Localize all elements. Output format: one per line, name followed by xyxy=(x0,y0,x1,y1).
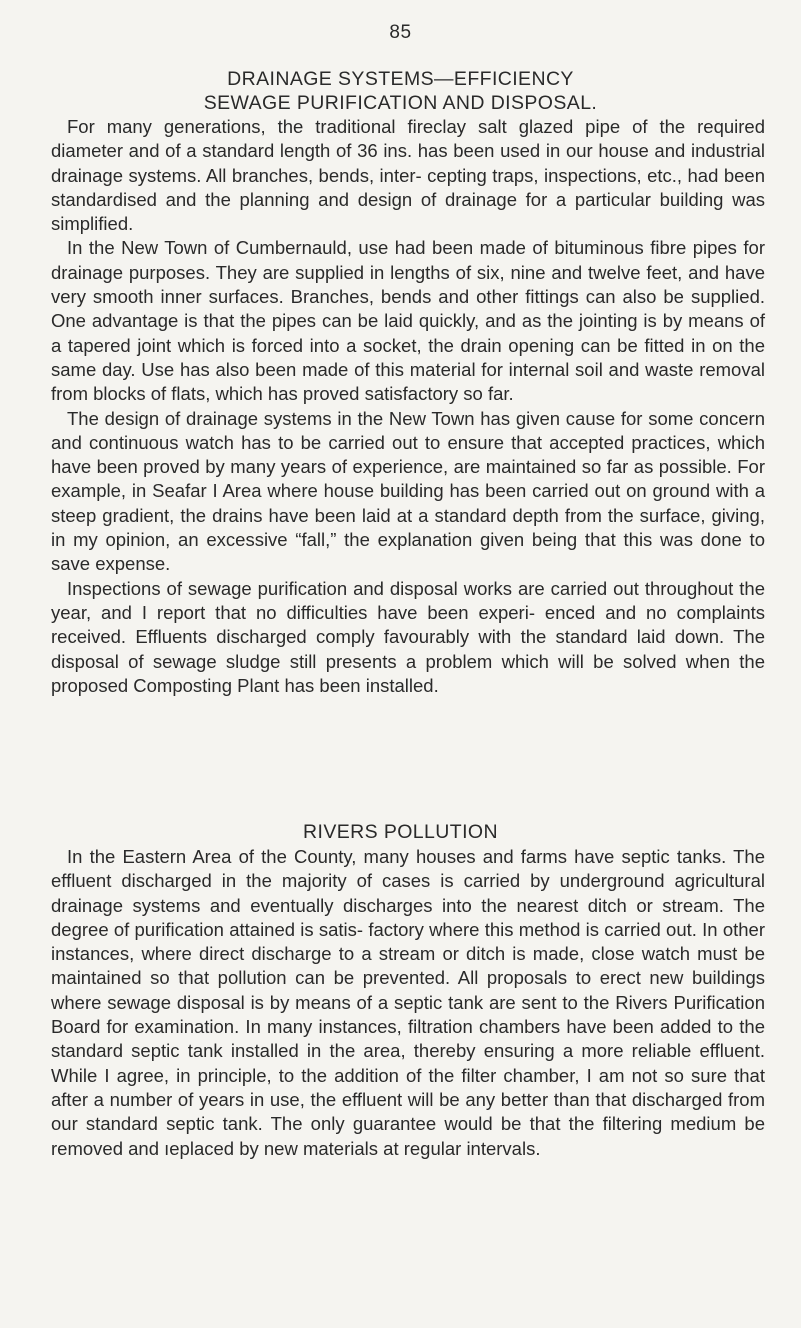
paragraph-inspections: Inspections of sewage purification and disposal works are carried out throughout the year, and I report that no difficulties have been experi- enced and no complaints received. Effluents discharged comply favourably with the standard laid down. The disposal of sewage sludge still presents a problem which will be solved when the proposed Composting Plant has been installed. xyxy=(51,577,765,696)
rivers-pollution-title: RIVERS POLLUTION xyxy=(303,821,498,843)
paragraph-pipes: For many generations, the traditional fireclay salt glazed pipe of the required diameter and of a standard length of 36 ins. has been used in our house and industrial drainage systems. All branches, bends, inter- cepting traps, inspections, etc., had been standardised and the planning and design of drainage for a particular building was simplified. xyxy=(51,116,765,235)
section-title-line-1: DRAINAGE SYSTEMS—EFFICIENCY xyxy=(227,68,574,90)
section-title-line-2: SEWAGE PURIFICATION AND DISPOSAL. xyxy=(203,92,598,114)
paragraph-septic-tanks: In the Eastern Area of the County, many houses and farms have septic tanks. The effluent discharged in the majority of cases is carried by underground agricultural drainage systems and eventually discharges into the nearest ditch or stream. The degree of purification attained is satis- factory where this method is carried out. In other instances, where direct discharge to a stream or ditch is made, close watch must be maintained so that pollution can be prevented. All proposals to erect new buildings where sewage disposal is by means of a septic tank are sent to the Rivers Purification Board for examination. In many instances, filtration chambers have been added to the standard septic tank installed in the area, thereby ensuring a more reliable effluent. While I agree, in principle, to the addition of the filter chamber, I am not so sure that after a number of years in use, the effluent will be any better than that discharged from our standard septic tank. The only guarantee would be that the filtering medium be removed and ıeplaced by new materials at regular intervals. xyxy=(51,846,765,1159)
section-2-body xyxy=(51,845,765,1161)
page-number: 85 xyxy=(389,22,412,43)
paragraph-cumbernauld: In the New Town of Cumbernauld, use had been made of bituminous fibre pipes for drainage purposes. They are supplied in lengths of six, nine and twelve feet, and have very smooth inner surfaces. Branches, bends and other fittings can also be supplied. One advantage is that the pipes can be laid quickly, and as the jointing is by means of a tapered joint which is forced into a socket, the drain opening can be fitted in on the same day. Use has also been made of this material for internal soil and waste removal from blocks of flats, which has proved satisfactory so far. xyxy=(51,237,765,405)
paragraph-drainage-design: The design of drainage systems in the New Town has given cause for some concern and continuous watch has to be carried out to ensure that accepted practices, which have been proved by many years of experience, are maintained so far as possible. For example, in Seafar I Area where house building has been carried out on ground with a steep gradient, the drains have been laid at a standard depth from the surface, giving, in my opinion, an excessive “fall,” the explanation given being that this was done to save expense. xyxy=(51,407,765,575)
section-1-body xyxy=(51,115,765,698)
